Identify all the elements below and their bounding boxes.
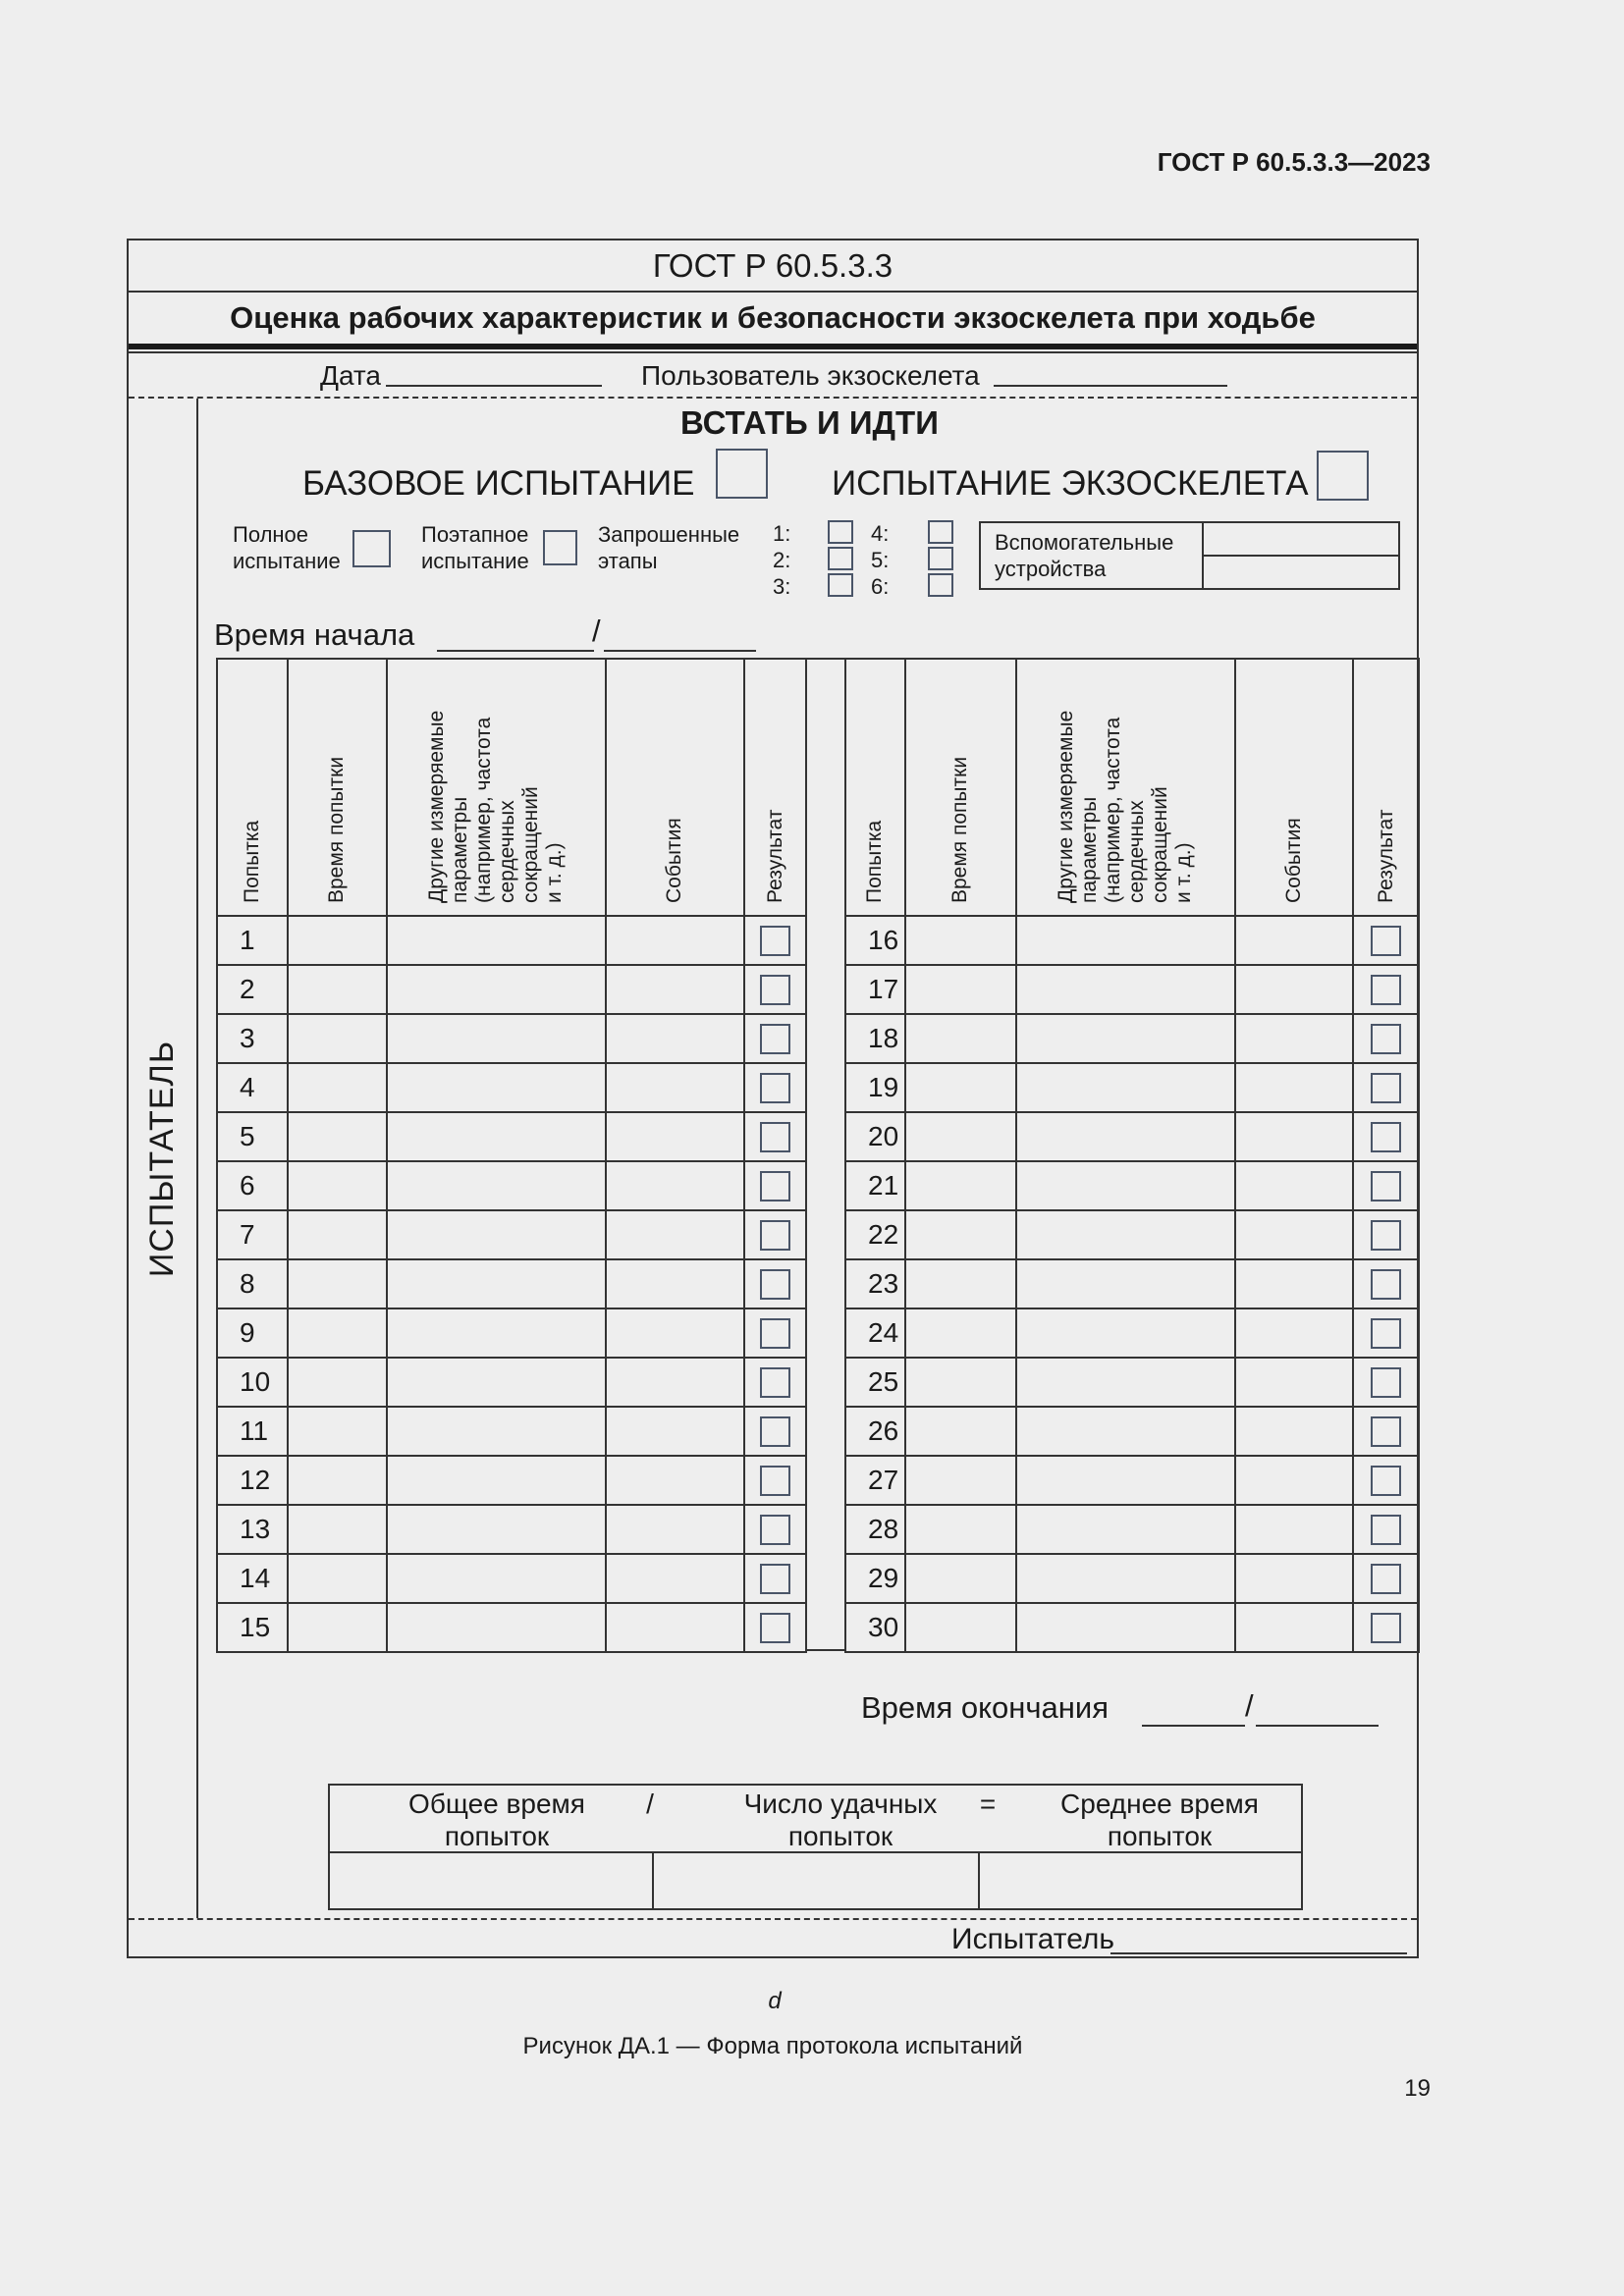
events-cell[interactable] bbox=[1235, 1210, 1354, 1259]
result-cell bbox=[744, 1210, 806, 1259]
result-cell bbox=[1353, 1063, 1419, 1112]
events-cell[interactable] bbox=[606, 1112, 744, 1161]
table-row bbox=[217, 1210, 806, 1259]
other-params-cell[interactable] bbox=[1016, 1358, 1235, 1407]
attempt-time-cell[interactable] bbox=[905, 1358, 1016, 1407]
events-cell[interactable] bbox=[606, 1210, 744, 1259]
attempt-number: 13 bbox=[217, 1505, 288, 1554]
attempt-time-cell[interactable] bbox=[288, 916, 387, 965]
attempt-number: 25 bbox=[845, 1358, 905, 1407]
attempt-time-header: Время попытки bbox=[288, 659, 387, 916]
result-cell bbox=[744, 965, 806, 1014]
attempts-table-right bbox=[844, 658, 1420, 1653]
attempt-number: 30 bbox=[845, 1603, 905, 1652]
result-cell bbox=[1353, 1161, 1419, 1210]
attempt-number: 5 bbox=[217, 1112, 288, 1161]
end-time-slash: / bbox=[1245, 1688, 1254, 1723]
running-head: ГОСТ Р 60.5.3.3—2023 bbox=[1157, 147, 1431, 177]
subfigure-letter: d bbox=[768, 1988, 782, 2014]
events-cell[interactable] bbox=[1235, 1259, 1354, 1308]
attempt-number: 12 bbox=[217, 1456, 288, 1505]
exo-label: ИСПЫТАНИЕ ЭКЗОСКЕЛЕТА bbox=[832, 464, 1309, 503]
page-number: 19 bbox=[1404, 2075, 1431, 2102]
attempt-number: 16 bbox=[845, 916, 905, 965]
attempt-number: 21 bbox=[845, 1161, 905, 1210]
start-time-field[interactable] bbox=[437, 650, 594, 652]
other-params-cell[interactable] bbox=[387, 1603, 606, 1652]
events-cell[interactable] bbox=[1235, 1063, 1354, 1112]
result-checkbox[interactable] bbox=[760, 975, 790, 1005]
stage-checkbox[interactable] bbox=[828, 520, 853, 544]
result-cell bbox=[744, 1259, 806, 1308]
attempt-time-cell[interactable] bbox=[905, 1259, 1016, 1308]
result-cell bbox=[1353, 1014, 1419, 1063]
attempt-time-cell[interactable] bbox=[288, 1259, 387, 1308]
result-checkbox[interactable] bbox=[1371, 1073, 1401, 1103]
side-divider bbox=[196, 399, 198, 1918]
stage-checkbox[interactable] bbox=[828, 547, 853, 570]
table-row bbox=[845, 1407, 1419, 1456]
other-params-cell[interactable] bbox=[387, 1210, 606, 1259]
attempt-time-cell[interactable] bbox=[288, 1505, 387, 1554]
attempt-time-cell[interactable] bbox=[288, 1308, 387, 1358]
attempt-time-cell[interactable] bbox=[905, 1210, 1016, 1259]
calc-total-label: Общее время попыток bbox=[408, 1789, 585, 1851]
other-params-cell[interactable] bbox=[1016, 1112, 1235, 1161]
result-header: Результат bbox=[1353, 659, 1419, 916]
table-row bbox=[845, 1456, 1419, 1505]
attempt-time-cell[interactable] bbox=[905, 1063, 1016, 1112]
table-header bbox=[845, 659, 1419, 916]
other-params-cell[interactable] bbox=[1016, 1407, 1235, 1456]
result-cell bbox=[1353, 1407, 1419, 1456]
events-cell[interactable] bbox=[606, 1358, 744, 1407]
table-row bbox=[845, 1358, 1419, 1407]
table-row bbox=[845, 965, 1419, 1014]
events-cell[interactable] bbox=[1235, 1161, 1354, 1210]
result-checkbox[interactable] bbox=[1371, 1564, 1401, 1594]
result-checkbox[interactable] bbox=[1371, 1171, 1401, 1201]
other-params-cell[interactable] bbox=[1016, 1161, 1235, 1210]
attempt-number: 3 bbox=[217, 1014, 288, 1063]
attempts-table-left bbox=[216, 658, 807, 1653]
table-header bbox=[217, 659, 806, 916]
attempt-number: 8 bbox=[217, 1259, 288, 1308]
result-cell bbox=[744, 1112, 806, 1161]
stage-checkbox[interactable] bbox=[928, 573, 953, 597]
end-time-field[interactable] bbox=[1256, 1725, 1379, 1727]
attempt-time-cell[interactable] bbox=[288, 1210, 387, 1259]
other-params-cell[interactable] bbox=[1016, 1259, 1235, 1308]
table-row bbox=[845, 1554, 1419, 1603]
other-params-cell[interactable] bbox=[387, 1308, 606, 1358]
user-label: Пользователь экзоскелета bbox=[641, 360, 980, 391]
events-header: События bbox=[1235, 659, 1354, 916]
calc-div-sign: / bbox=[646, 1789, 654, 1819]
result-cell bbox=[744, 1603, 806, 1652]
attempt-number: 15 bbox=[217, 1603, 288, 1652]
result-checkbox[interactable] bbox=[1371, 1367, 1401, 1398]
events-cell[interactable] bbox=[1235, 1308, 1354, 1358]
stage-checkbox[interactable] bbox=[828, 573, 853, 597]
result-cell bbox=[744, 1407, 806, 1456]
events-cell[interactable] bbox=[606, 1063, 744, 1112]
result-cell bbox=[744, 1063, 806, 1112]
attempt-time-cell[interactable] bbox=[905, 1554, 1016, 1603]
attempt-number: 1 bbox=[217, 916, 288, 965]
result-checkbox[interactable] bbox=[1371, 1269, 1401, 1300]
result-checkbox[interactable] bbox=[760, 1318, 790, 1349]
result-cell bbox=[744, 1554, 806, 1603]
attempt-time-cell[interactable] bbox=[288, 1014, 387, 1063]
tester-label: Испытатель bbox=[951, 1923, 1115, 1955]
exo-checkbox[interactable] bbox=[1317, 451, 1369, 501]
success-count-field[interactable] bbox=[654, 1853, 978, 1908]
events-cell[interactable] bbox=[606, 1603, 744, 1652]
assist-devices-label: Вспомогательные устройства bbox=[995, 530, 1174, 581]
attempt-header: Попытка bbox=[217, 659, 288, 916]
events-cell[interactable] bbox=[606, 1161, 744, 1210]
other-params-cell[interactable] bbox=[1016, 1603, 1235, 1652]
result-checkbox[interactable] bbox=[1371, 1515, 1401, 1545]
assist-devices-box bbox=[979, 521, 1400, 590]
result-checkbox[interactable] bbox=[760, 1613, 790, 1643]
attempt-time-cell[interactable] bbox=[905, 1161, 1016, 1210]
calc-eq-sign: = bbox=[979, 1789, 997, 1819]
events-cell[interactable] bbox=[1235, 1112, 1354, 1161]
result-checkbox[interactable] bbox=[760, 1171, 790, 1201]
assist-devices-field[interactable] bbox=[1204, 557, 1398, 588]
table-row bbox=[217, 1358, 806, 1407]
other-params-cell[interactable] bbox=[387, 1456, 606, 1505]
result-checkbox[interactable] bbox=[1371, 1466, 1401, 1496]
events-cell[interactable] bbox=[1235, 916, 1354, 965]
events-cell[interactable] bbox=[606, 1407, 744, 1456]
events-cell[interactable] bbox=[1235, 965, 1354, 1014]
attempt-number: 2 bbox=[217, 965, 288, 1014]
attempt-header: Попытка bbox=[845, 659, 905, 916]
date-user-row bbox=[129, 353, 1417, 399]
events-cell[interactable] bbox=[1235, 1407, 1354, 1456]
other-params-cell[interactable] bbox=[1016, 1210, 1235, 1259]
other-params-cell[interactable] bbox=[1016, 1063, 1235, 1112]
result-header: Результат bbox=[744, 659, 806, 916]
events-cell[interactable] bbox=[1235, 1358, 1354, 1407]
result-cell bbox=[744, 1505, 806, 1554]
other-params-cell[interactable] bbox=[387, 965, 606, 1014]
result-checkbox[interactable] bbox=[1371, 1220, 1401, 1251]
other-params-cell[interactable] bbox=[387, 1014, 606, 1063]
result-checkbox[interactable] bbox=[1371, 1318, 1401, 1349]
other-params-cell[interactable] bbox=[1016, 916, 1235, 965]
events-header: События bbox=[606, 659, 744, 916]
stage-label: 3: bbox=[773, 574, 791, 599]
attempt-number: 27 bbox=[845, 1456, 905, 1505]
attempt-time-header: Время попытки bbox=[905, 659, 1016, 916]
full-test-label: Полное испытание bbox=[233, 522, 341, 573]
events-cell[interactable] bbox=[1235, 1505, 1354, 1554]
result-cell bbox=[1353, 1210, 1419, 1259]
other-params-cell[interactable] bbox=[387, 916, 606, 965]
table-row bbox=[217, 1063, 806, 1112]
attempt-number: 6 bbox=[217, 1161, 288, 1210]
events-cell[interactable] bbox=[1235, 1456, 1354, 1505]
start-time-label: Время начала bbox=[214, 617, 415, 652]
result-cell bbox=[1353, 965, 1419, 1014]
dashed-divider bbox=[129, 397, 1417, 399]
result-cell bbox=[744, 1308, 806, 1358]
events-cell[interactable] bbox=[1235, 1014, 1354, 1063]
other-params-cell[interactable] bbox=[387, 1505, 606, 1554]
side-label: ИСПЫТАТЕЛЬ bbox=[143, 1040, 182, 1277]
tester-field[interactable] bbox=[1110, 1952, 1407, 1954]
stage-checkbox[interactable] bbox=[928, 547, 953, 570]
events-cell[interactable] bbox=[606, 1554, 744, 1603]
attempt-number: 19 bbox=[845, 1063, 905, 1112]
attempt-time-cell[interactable] bbox=[905, 965, 1016, 1014]
attempt-number: 28 bbox=[845, 1505, 905, 1554]
result-checkbox[interactable] bbox=[1371, 1416, 1401, 1447]
requested-stages-label: Запрошенные этапы bbox=[598, 522, 740, 573]
events-cell[interactable] bbox=[606, 1259, 744, 1308]
result-checkbox[interactable] bbox=[760, 1122, 790, 1152]
test-protocol-form bbox=[127, 239, 1419, 1958]
attempt-time-cell[interactable] bbox=[288, 1358, 387, 1407]
calc-avg-label: Среднее время попыток bbox=[1060, 1789, 1259, 1851]
attempt-time-cell[interactable] bbox=[905, 1456, 1016, 1505]
result-cell bbox=[1353, 1456, 1419, 1505]
tester-row bbox=[129, 1920, 1417, 1958]
other-params-header: Другие измеряемые параметры (например, частота сердечных сокращений и т. д.) bbox=[387, 659, 606, 916]
attempt-number: 23 bbox=[845, 1259, 905, 1308]
start-time-slash: / bbox=[592, 614, 601, 648]
result-checkbox[interactable] bbox=[760, 1564, 790, 1594]
table-row bbox=[217, 916, 806, 965]
events-cell[interactable] bbox=[606, 1014, 744, 1063]
attempt-time-cell[interactable] bbox=[288, 1456, 387, 1505]
table-row bbox=[217, 1505, 806, 1554]
other-params-cell[interactable] bbox=[1016, 1505, 1235, 1554]
table-row bbox=[217, 1603, 806, 1652]
stage-label: 5: bbox=[871, 548, 890, 572]
result-checkbox[interactable] bbox=[1371, 1122, 1401, 1152]
result-cell bbox=[744, 1161, 806, 1210]
attempt-number: 4 bbox=[217, 1063, 288, 1112]
result-checkbox[interactable] bbox=[760, 1515, 790, 1545]
user-field[interactable] bbox=[994, 385, 1227, 387]
result-cell bbox=[1353, 1308, 1419, 1358]
result-checkbox[interactable] bbox=[1371, 1024, 1401, 1054]
result-checkbox[interactable] bbox=[760, 1024, 790, 1054]
other-params-cell[interactable] bbox=[1016, 965, 1235, 1014]
table-row bbox=[217, 1112, 806, 1161]
form-title: Оценка рабочих характеристик и безопасности экзоскелета при ходьбе bbox=[230, 300, 1316, 335]
result-checkbox[interactable] bbox=[760, 1466, 790, 1496]
result-checkbox[interactable] bbox=[1371, 1613, 1401, 1643]
attempt-number: 17 bbox=[845, 965, 905, 1014]
attempt-time-cell[interactable] bbox=[905, 1407, 1016, 1456]
events-cell[interactable] bbox=[606, 1505, 744, 1554]
attempt-number: 20 bbox=[845, 1112, 905, 1161]
attempt-number: 26 bbox=[845, 1407, 905, 1456]
attempt-time-cell[interactable] bbox=[288, 1161, 387, 1210]
start-time-field[interactable] bbox=[604, 650, 756, 652]
average-time-field[interactable] bbox=[980, 1853, 1301, 1908]
form-standard: ГОСТ Р 60.5.3.3 bbox=[129, 240, 1417, 293]
table-row bbox=[845, 1014, 1419, 1063]
result-cell bbox=[1353, 1358, 1419, 1407]
stage-label: 6: bbox=[871, 574, 890, 599]
end-time-label: Время окончания bbox=[861, 1690, 1109, 1725]
attempt-number: 9 bbox=[217, 1308, 288, 1358]
table-gap bbox=[805, 658, 846, 1651]
table-row bbox=[845, 916, 1419, 965]
result-checkbox[interactable] bbox=[760, 1367, 790, 1398]
baseline-label: БАЗОВОЕ ИСПЫТАНИЕ bbox=[302, 464, 695, 503]
other-params-cell[interactable] bbox=[1016, 1308, 1235, 1358]
date-field[interactable] bbox=[386, 385, 602, 387]
table-row bbox=[845, 1112, 1419, 1161]
result-checkbox[interactable] bbox=[1371, 926, 1401, 956]
table-row bbox=[845, 1161, 1419, 1210]
result-cell bbox=[744, 916, 806, 965]
other-params-header: Другие измеряемые параметры (например, частота сердечных сокращений и т. д.) bbox=[1016, 659, 1235, 916]
result-cell bbox=[1353, 1603, 1419, 1652]
attempt-time-cell[interactable] bbox=[905, 1603, 1016, 1652]
attempt-time-cell[interactable] bbox=[288, 1554, 387, 1603]
baseline-checkbox[interactable] bbox=[716, 449, 768, 499]
attempt-number: 11 bbox=[217, 1407, 288, 1456]
table-row bbox=[845, 1505, 1419, 1554]
attempt-number: 22 bbox=[845, 1210, 905, 1259]
attempt-time-cell[interactable] bbox=[905, 1014, 1016, 1063]
result-cell bbox=[1353, 1554, 1419, 1603]
table-row bbox=[845, 1210, 1419, 1259]
staged-test-label: Поэтапное испытание bbox=[421, 522, 529, 573]
date-label: Дата bbox=[320, 360, 382, 391]
table-row bbox=[845, 1259, 1419, 1308]
attempt-number: 10 bbox=[217, 1358, 288, 1407]
table-row bbox=[217, 1407, 806, 1456]
attempt-time-cell[interactable] bbox=[905, 1112, 1016, 1161]
calc-success-label: Число удачных попыток bbox=[743, 1789, 938, 1851]
table-row bbox=[217, 1014, 806, 1063]
table-row bbox=[845, 1603, 1419, 1652]
other-params-cell[interactable] bbox=[1016, 1456, 1235, 1505]
assist-devices-field[interactable] bbox=[1204, 523, 1398, 555]
attempt-number: 18 bbox=[845, 1014, 905, 1063]
attempt-time-cell[interactable] bbox=[288, 1112, 387, 1161]
events-cell[interactable] bbox=[1235, 1554, 1354, 1603]
other-params-cell[interactable] bbox=[1016, 1014, 1235, 1063]
events-cell[interactable] bbox=[1235, 1603, 1354, 1652]
attempt-number: 24 bbox=[845, 1308, 905, 1358]
total-time-field[interactable] bbox=[330, 1853, 652, 1908]
table-row bbox=[845, 1063, 1419, 1112]
result-cell bbox=[1353, 1112, 1419, 1161]
attempt-time-cell[interactable] bbox=[905, 916, 1016, 965]
result-checkbox[interactable] bbox=[760, 1073, 790, 1103]
other-params-cell[interactable] bbox=[387, 1161, 606, 1210]
result-checkbox[interactable] bbox=[760, 1220, 790, 1251]
result-cell bbox=[1353, 916, 1419, 965]
other-params-cell[interactable] bbox=[387, 1358, 606, 1407]
table-row bbox=[845, 1308, 1419, 1358]
divider bbox=[129, 344, 1417, 349]
result-checkbox[interactable] bbox=[1371, 975, 1401, 1005]
result-checkbox[interactable] bbox=[760, 926, 790, 956]
stage-checkbox[interactable] bbox=[928, 520, 953, 544]
result-cell bbox=[1353, 1505, 1419, 1554]
other-params-cell[interactable] bbox=[387, 1407, 606, 1456]
table-row bbox=[217, 965, 806, 1014]
events-cell[interactable] bbox=[606, 1308, 744, 1358]
test-name: ВСТАТЬ И ИДТИ bbox=[680, 404, 939, 441]
table-row bbox=[217, 1554, 806, 1603]
table-row bbox=[217, 1161, 806, 1210]
stage-label: 1: bbox=[773, 521, 791, 546]
events-cell[interactable] bbox=[606, 965, 744, 1014]
table-row bbox=[217, 1456, 806, 1505]
result-cell bbox=[1353, 1259, 1419, 1308]
other-params-cell[interactable] bbox=[387, 1063, 606, 1112]
staged-test-checkbox[interactable] bbox=[543, 530, 577, 565]
result-cell bbox=[744, 1456, 806, 1505]
attempt-number: 7 bbox=[217, 1210, 288, 1259]
result-checkbox[interactable] bbox=[760, 1269, 790, 1300]
figure-caption: Рисунок ДА.1 — Форма протокола испытаний bbox=[522, 2033, 1023, 2059]
result-cell bbox=[744, 1358, 806, 1407]
table-row bbox=[217, 1308, 806, 1358]
attempt-time-cell[interactable] bbox=[288, 1603, 387, 1652]
attempt-time-cell[interactable] bbox=[905, 1505, 1016, 1554]
stage-label: 4: bbox=[871, 521, 890, 546]
calc-values bbox=[328, 1851, 1303, 1910]
attempt-time-cell[interactable] bbox=[288, 1407, 387, 1456]
average-time-calc bbox=[328, 1784, 1303, 1911]
attempt-time-cell[interactable] bbox=[905, 1308, 1016, 1358]
full-test-checkbox[interactable] bbox=[352, 530, 391, 567]
end-time-field[interactable] bbox=[1142, 1725, 1245, 1727]
events-cell[interactable] bbox=[606, 1456, 744, 1505]
attempt-number: 14 bbox=[217, 1554, 288, 1603]
result-cell bbox=[744, 1014, 806, 1063]
attempt-time-cell[interactable] bbox=[288, 965, 387, 1014]
other-params-cell[interactable] bbox=[1016, 1554, 1235, 1603]
table-row bbox=[217, 1259, 806, 1308]
result-checkbox[interactable] bbox=[760, 1416, 790, 1447]
other-params-cell[interactable] bbox=[387, 1554, 606, 1603]
stage-label: 2: bbox=[773, 548, 791, 572]
calc-header bbox=[328, 1784, 1303, 1853]
attempt-time-cell[interactable] bbox=[288, 1063, 387, 1112]
other-params-cell[interactable] bbox=[387, 1259, 606, 1308]
events-cell[interactable] bbox=[606, 916, 744, 965]
attempt-number: 29 bbox=[845, 1554, 905, 1603]
other-params-cell[interactable] bbox=[387, 1112, 606, 1161]
